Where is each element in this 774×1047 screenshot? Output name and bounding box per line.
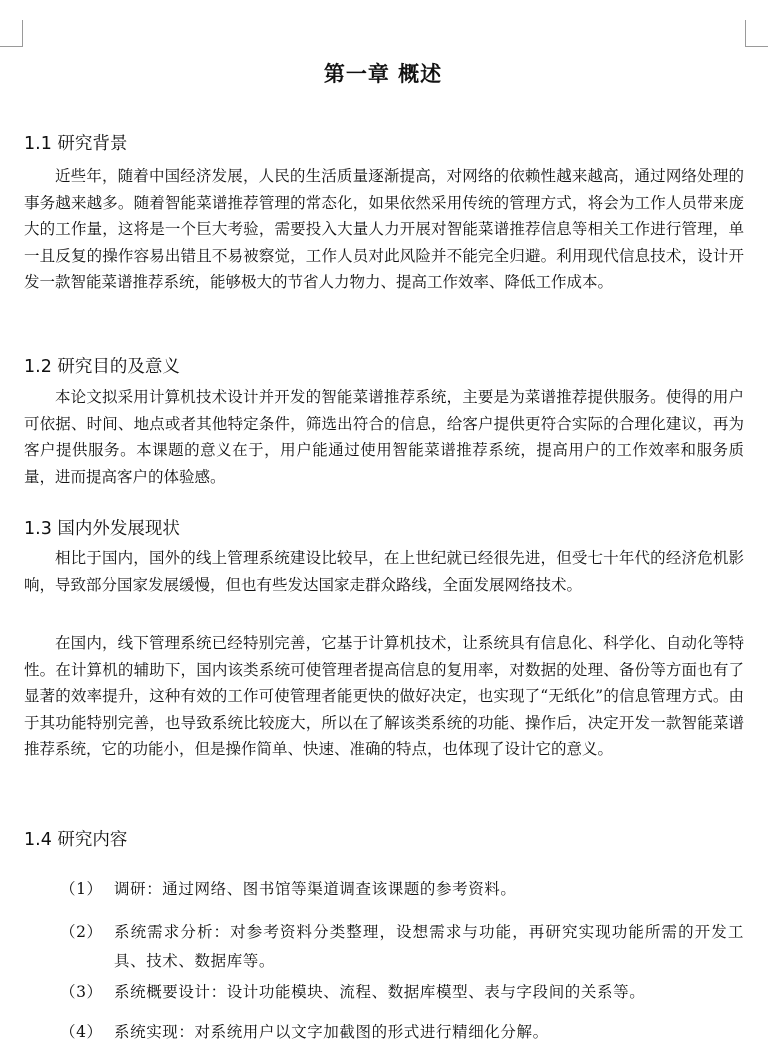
- section-heading-background: 1.1 研究背景: [24, 134, 128, 154]
- chapter-title: 第一章 概述: [323, 62, 443, 86]
- section-heading-status: 1.3 国内外发展现状: [24, 519, 180, 539]
- list-item-number: （2）: [60, 923, 103, 941]
- status-paragraph-abroad: 相比于国内，国外的线上管理系统建设比较早，在上世纪就已经很先进，但受七十年代的经济危机影响，导致部分国家发展缓慢，但也有些发达国家走群众路线，全面发展网络技术。: [24, 549, 744, 594]
- page-corner-mark-top-left: [0, 20, 23, 47]
- list-item: [60, 978, 744, 1007]
- list-item: [60, 875, 744, 904]
- section-heading-content: 1.4 研究内容: [24, 830, 128, 850]
- list-item-number: （3）: [60, 983, 103, 1001]
- list-item-text: 调研：通过网络、图书馆等渠道调查该课题的参考资料。: [114, 880, 517, 898]
- page-corner-mark-top-right: [745, 20, 768, 47]
- list-item-text: 系统概要设计：设计功能模块、流程、数据库模型、表与字段间的关系等。: [114, 983, 646, 1001]
- section-heading-purpose: 1.2 研究目的及意义: [24, 357, 180, 377]
- list-item-number: （1）: [60, 880, 103, 898]
- purpose-paragraph: 本论文拟采用计算机技术设计并开发的智能菜谱推荐系统，主要是为菜谱推荐提供服务。使得的用户可依据、时间、地点或者其他特定条件，筛选出符合的信息，给客户提供更符合实际的合理化建议，再为客户提供服务。本课题的意义在于，用户能通过使用智能菜谱推荐系统，提高用户的工作效率和服务质量，进而提高客户的体验感。: [24, 388, 744, 486]
- status-paragraph-domestic: 在国内，线下管理系统已经特别完善，它基于计算机技术，让系统具有信息化、科学化、自动化等特性。在计算机的辅助下，国内该类系统可使管理者提高信息的复用率，对数据的处理、备份等方面也有了显著的效率提升，这种有效的工作可使管理者能更快的做好决定，也实现了“无纸化”的信息管理方式。由于其功能特别完善，也导致系统比较庞大，所以在了解该类系统的功能、操作后，决定开发一款智能菜谱推荐系统，它的功能小，但是操作简单、快速、准确的特点，也体现了设计它的意义。: [24, 634, 744, 758]
- list-item-number: （4）: [60, 1023, 103, 1041]
- list-item: [60, 1018, 744, 1047]
- background-paragraph: 近些年，随着中国经济发展，人民的生活质量逐渐提高，对网络的依赖性越来越高，通过网络处理的事务越来越多。随着智能菜谱推荐管理的常态化，如果依然采用传统的管理方式，将会为工作人员带来庞大的工作量，这将是一个巨大考验，需要投入大量人力开展对智能菜谱推荐信息等相关工作进行管理，单一且反复的操作容易出错且不易被察觉，工作人员对此风险并不能完全归避。利用现代信息技术，设计开发一款智能菜谱推荐系统，能够极大的节省人力物力、提高工作效率、降低工作成本。: [24, 167, 744, 291]
- list-item-text: 系统需求分析：对参考资料分类整理，设想需求与功能，再研究实现功能所需的开发工具、技术、数据库等。: [114, 923, 744, 970]
- list-item: [60, 918, 744, 976]
- list-item-text: 系统实现：对系统用户以文字加截图的形式进行精细化分解。: [114, 1023, 549, 1041]
